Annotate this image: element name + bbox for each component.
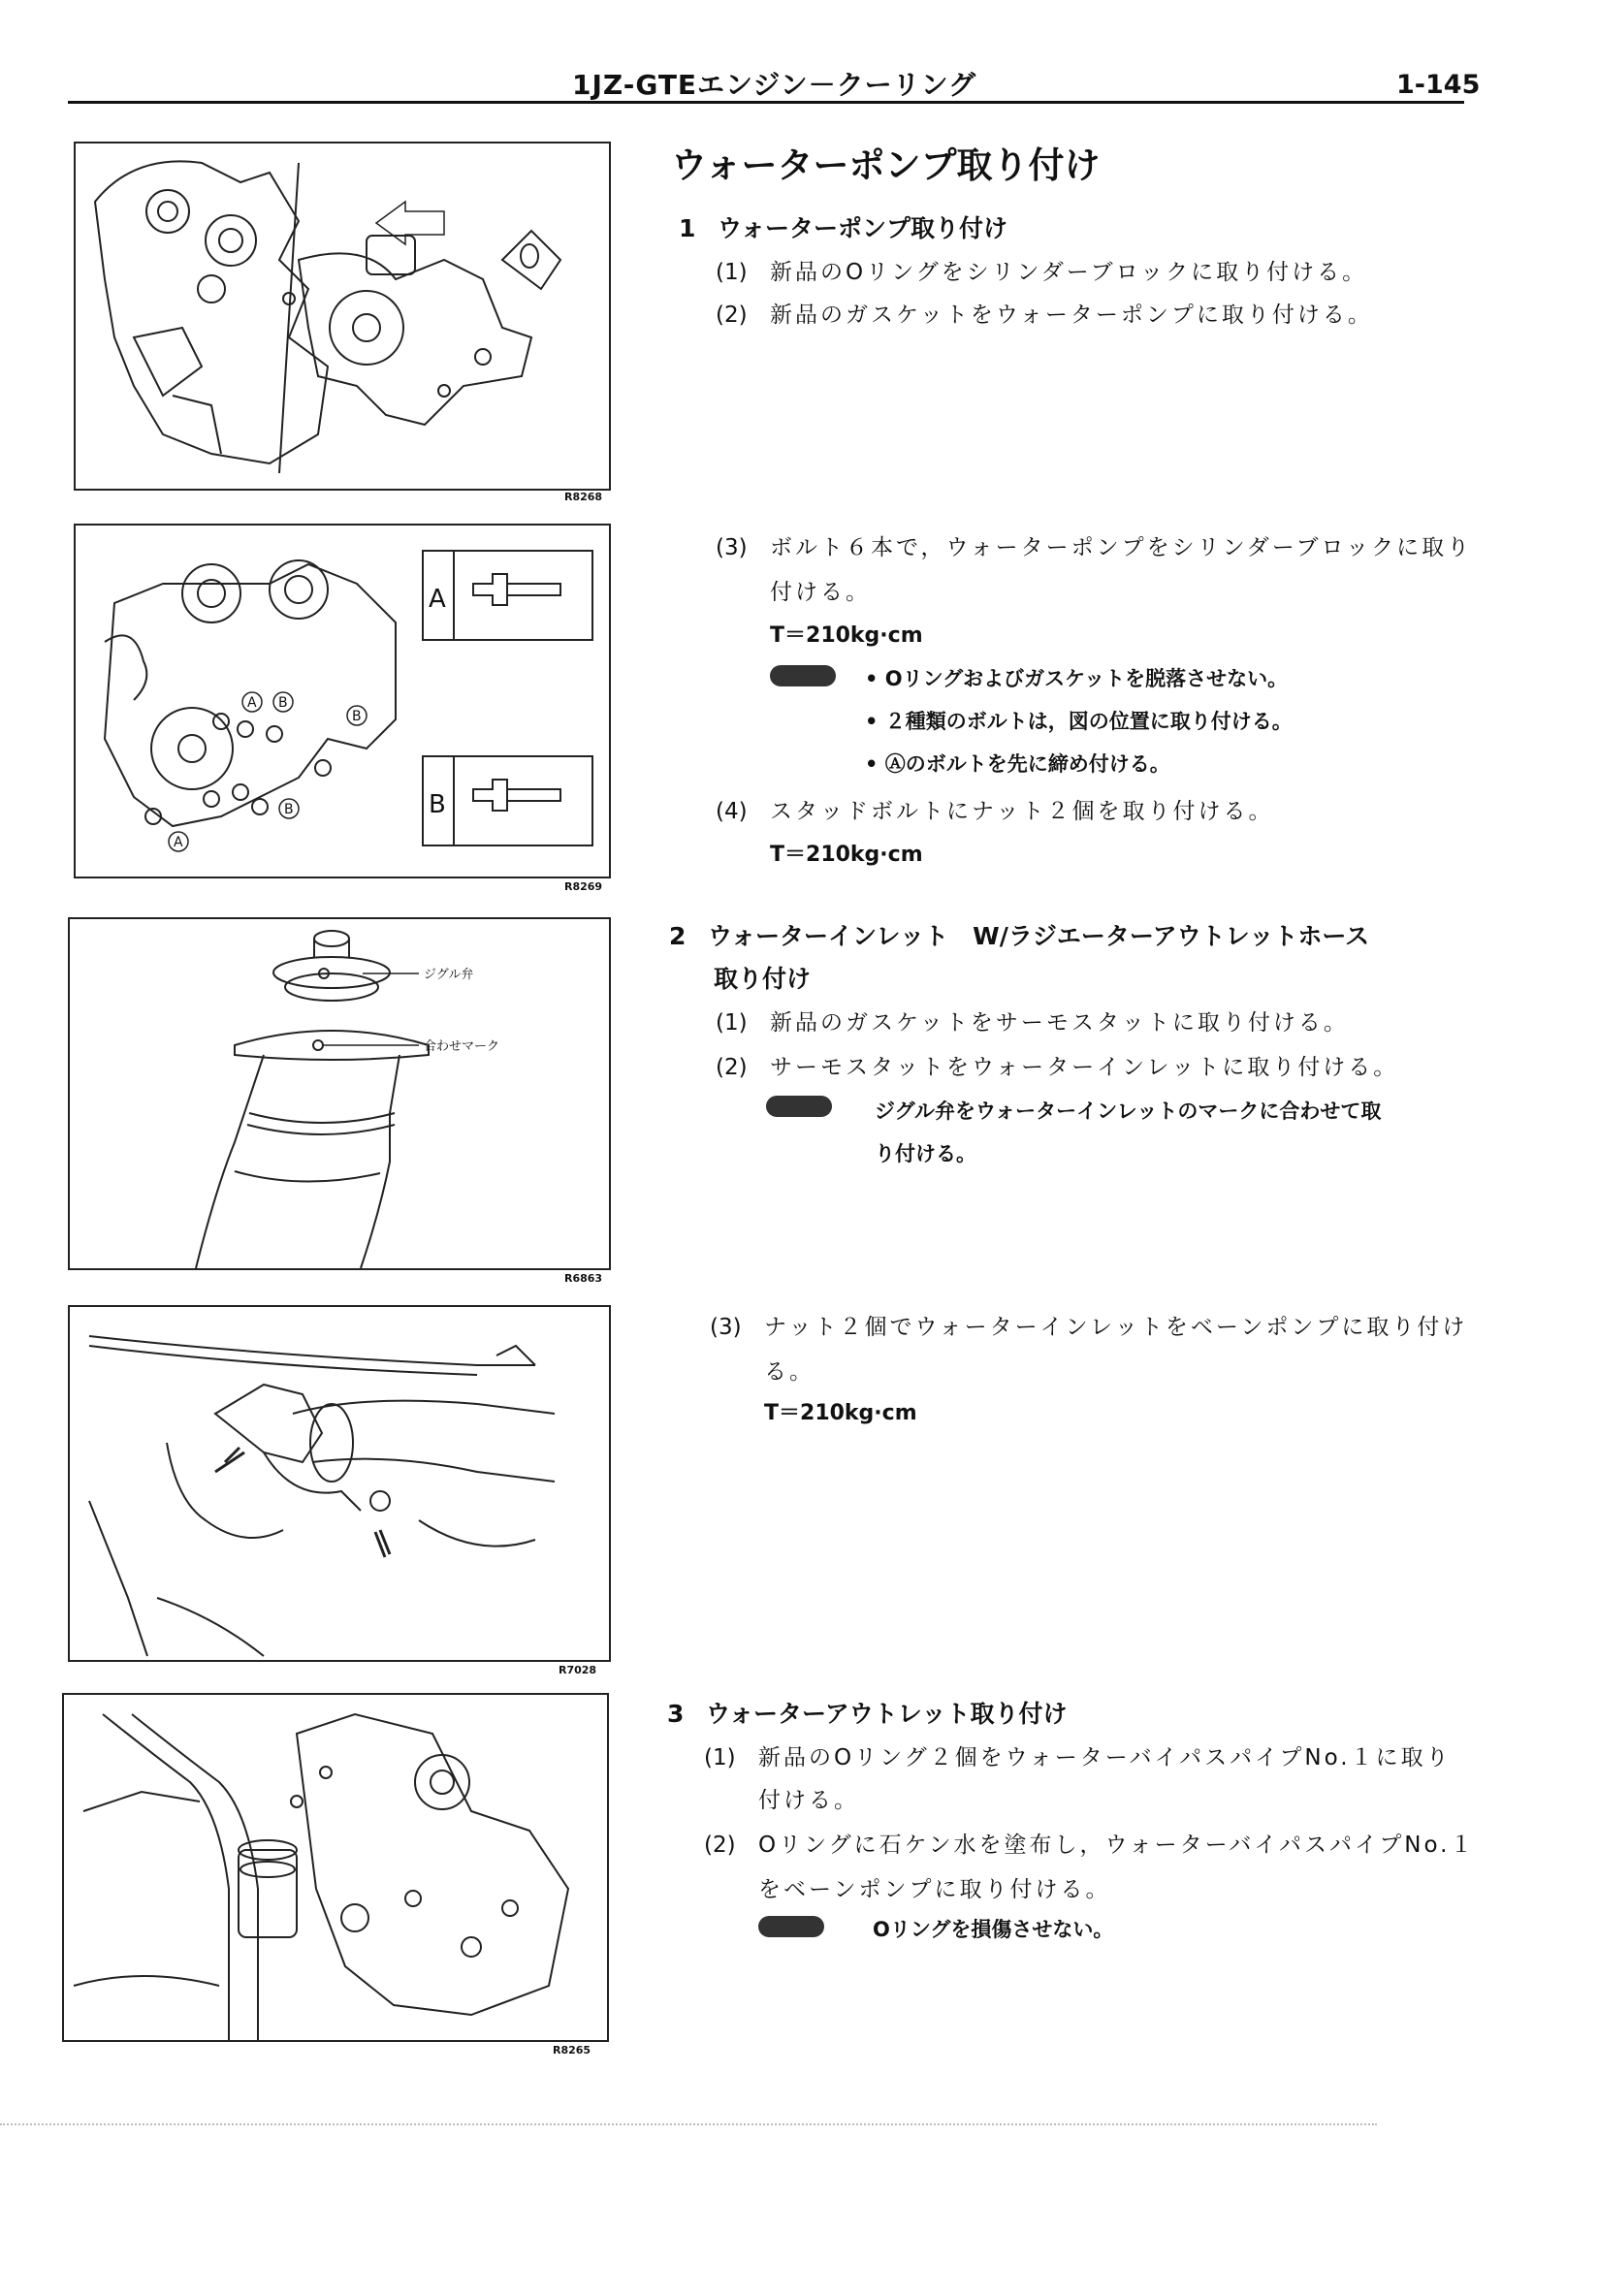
figure-code: R6863 [564, 1272, 603, 1285]
bolt-location-illustration [76, 526, 609, 877]
note-item-cont: り付ける。 [875, 1142, 976, 1165]
step-text: Oリングに石ケン水を塗布し，ウォーターバイパスパイプNo.１ [758, 1833, 1476, 1858]
callout-a: A [247, 695, 257, 711]
torque-spec: T＝210kg·cm [770, 623, 923, 648]
jiggle-valve-label: ジグル弁 [424, 968, 474, 982]
step-number: (3) [710, 1315, 742, 1340]
caution-badge [766, 1096, 832, 1117]
note-item: • Ⓐのボルトを先に締め付ける。 [865, 752, 1170, 776]
step-text: 新品のOリングをシリンダーブロックに取り付ける。 [770, 260, 1368, 285]
engine-water-pump-illustration [76, 144, 609, 489]
section-number: 1 [679, 214, 696, 242]
alignment-mark-label: 合わせマーク [424, 1039, 500, 1054]
step-1-4 [716, 793, 1274, 825]
step-2-2 [716, 1049, 1398, 1081]
note-item: • ２種類のボルトは，図の位置に取り付ける。 [865, 710, 1293, 733]
step-number: (3) [716, 535, 748, 560]
step-number: (1) [716, 1010, 748, 1036]
step-2-3 [710, 1309, 1467, 1341]
step-1-3 [716, 529, 1472, 561]
section-number: 3 [667, 1700, 685, 1728]
step-3-1 [704, 1739, 1452, 1771]
figure-thermostat-alignment [68, 917, 611, 1270]
step-1-2 [716, 297, 1373, 329]
step-text: 新品のガスケットをウォーターポンプに取り付ける。 [770, 303, 1373, 328]
note-item: ジグル弁をウォーターインレットのマークに合わせて取 [875, 1100, 1382, 1123]
page-number: 1-145 [1396, 70, 1481, 100]
step-1-1 [716, 254, 1367, 286]
bolt-type-b-label: B [429, 790, 446, 819]
step-text: サーモスタットをウォーターインレットに取り付ける。 [770, 1055, 1399, 1080]
header-rule [68, 101, 1464, 104]
step-3-1-cont: 付ける。 [758, 1788, 859, 1813]
step-text: 新品のガスケットをサーモスタットに取り付ける。 [770, 1010, 1349, 1036]
figure-code: R8269 [564, 880, 603, 893]
section-2-heading-cont: 取り付け [714, 965, 812, 993]
section-title: ウォーターインレット W/ラジエーターアウトレットホース [708, 922, 1370, 950]
step-number: (2) [716, 1055, 748, 1080]
note-item: Oリングを損傷させない。 [873, 1918, 1114, 1941]
bolt-type-a-label: A [429, 585, 446, 614]
page-title: ウォーターポンプ取り付け [671, 144, 1101, 186]
section-number: 2 [669, 922, 687, 950]
water-outlet-illustration [64, 1695, 607, 2040]
caution-badge [758, 1916, 824, 1937]
section-1-heading [679, 209, 1007, 244]
section-3-heading [667, 1695, 1068, 1730]
figure-code: R8265 [553, 2044, 591, 2057]
step-number: (2) [704, 1833, 736, 1858]
figure-bolt-positions [74, 524, 611, 878]
step-number: (1) [704, 1745, 736, 1770]
water-inlet-illustration [70, 1307, 609, 1660]
step-text: 新品のOリング２個をウォーターバイパスパイプNo.１に取り [758, 1745, 1452, 1770]
figure-water-pump-gasket [74, 142, 611, 491]
step-number: (1) [716, 260, 748, 285]
step-number: (2) [716, 303, 748, 328]
callout-b: B [278, 695, 288, 711]
section-2-heading [669, 917, 1369, 952]
step-text: ナット２個でウォーターインレットをベーンポンプに取り付け [764, 1315, 1468, 1340]
caution-badge [770, 665, 836, 686]
step-2-1 [716, 1004, 1349, 1036]
torque-spec: T＝210kg·cm [764, 1401, 917, 1425]
step-number: (4) [716, 799, 748, 824]
torque-spec: T＝210kg·cm [770, 843, 923, 867]
section-title: ウォーターアウトレット取り付け [706, 1700, 1068, 1728]
section-title: ウォーターポンプ取り付け [718, 214, 1008, 242]
running-header-title: 1JZ-GTEエンジン－クーリング [572, 69, 977, 101]
figure-code: R7028 [559, 1664, 597, 1676]
thermostat-illustration [70, 919, 609, 1268]
callout-a: A [174, 835, 183, 850]
figure-code: R8268 [564, 491, 603, 503]
figure-water-inlet-install [68, 1305, 611, 1662]
note-item: • Oリングおよびガスケットを脱落させない。 [865, 667, 1289, 690]
step-text: スタッドボルトにナット２個を取り付ける。 [770, 799, 1274, 824]
step-3-2-cont: をベーンポンプに取り付ける。 [758, 1877, 1111, 1902]
step-3-2 [704, 1827, 1475, 1859]
footer-rule [0, 2123, 1377, 2125]
callout-b: B [284, 802, 294, 817]
callout-b: B [352, 709, 362, 724]
step-2-3-cont: る。 [764, 1359, 815, 1385]
step-1-3-cont: 付ける。 [770, 580, 871, 605]
step-text: ボルト６本で，ウォーターポンプをシリンダーブロックに取り [770, 535, 1473, 560]
figure-water-outlet-install [62, 1693, 609, 2042]
